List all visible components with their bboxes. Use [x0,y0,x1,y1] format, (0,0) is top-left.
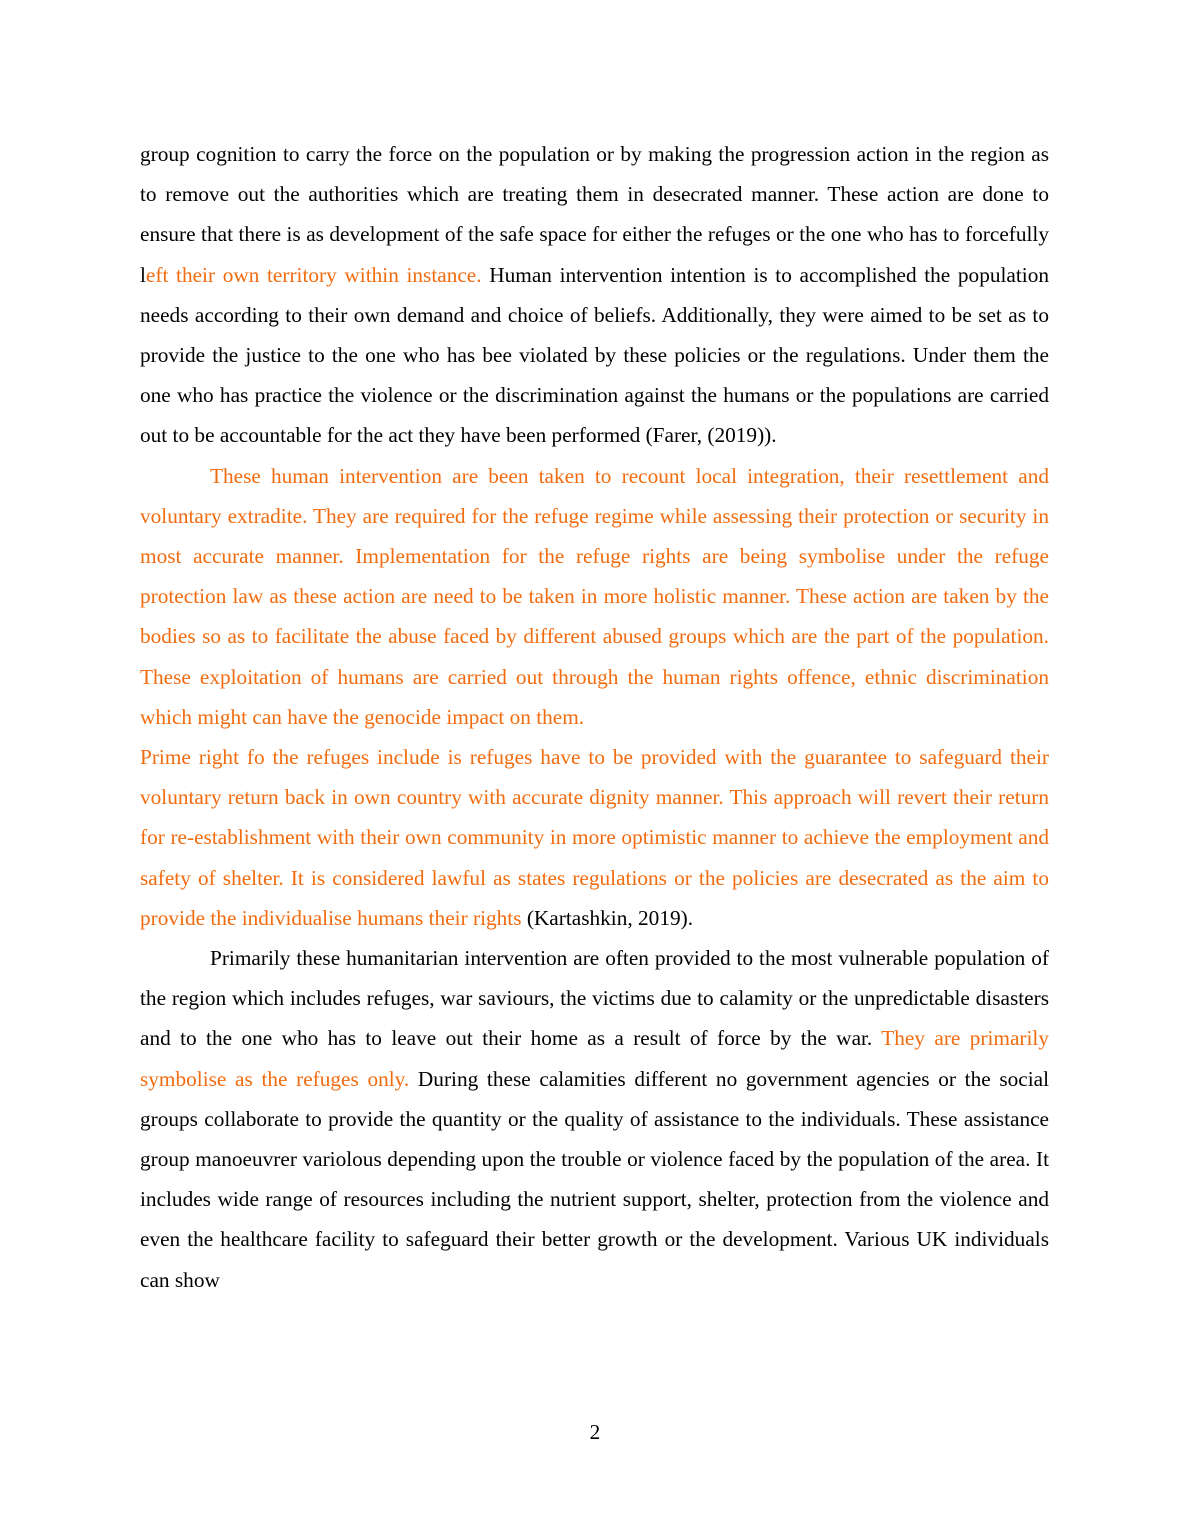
paragraph-2-citation: (Kartashkin, 2019). [521,905,694,930]
paragraph-2-highlight-part1: These human intervention are been taken to recount local integration, their resettlement and voluntary extradite. They are required for the refuge regime while assessing their protection or security in most accurate manner. Implementation for the refuge rights are being symbolise under the refuge protection law as these action are need to be taken in more holistic manner. These action are taken by the bodies so as to facilitate the abuse faced by different abused groups which are the part of the population. These exploitation of humans are carried out through the human rights offence, ethnic discrimination which might can have the genocide impact on them. [140,463,1049,729]
paragraph-3-text-end: During these calamities different no government agencies or the social groups collaborate to provide the quantity or the quality of assistance to the individuals. These assistance group manoeuvrer variolous depending upon the trouble or violence faced by the population of the area. It includes wide range of resources including the nutrient support, shelter, protection from the violence and even the healthcare facility to safeguard their better growth or the development. Various UK individuals can show [140,1066,1050,1292]
paragraph-3-highlight: They are primarily symbolise as the refuges only. [140,1026,1049,1091]
paragraph-3 [140,938,1049,1300]
paragraph-1 [140,134,1049,456]
paragraph-1-text-start: group cognition to carry the force on the population or by making the progression action in the region as to remove out the authorities which are treating them in desecrated manner. These action are done to ensure that there is as development of the safe space for either the refuges or the one who has to forcefully l [140,142,1049,287]
paragraph-1-text-end: Human intervention intention is to accomplished the population needs according to their own demand and choice of beliefs. Additionally, they were aimed to be set as to provide the justice to the one who has bee violated by these policies or the regulations. Under them the one who has practice the violence or the discrimination against the humans or the populations are carried out to be accountable for the act they have been performed (Farer, (2019)). [140,262,1049,448]
paragraph-1-highlight: eft their own territory within instance. [145,262,482,287]
paragraph-2-highlight-part2: Prime right fo the refuges include is refuges have to be provided with the guarantee to safeguard their voluntary return back in own country with accurate dignity manner. This approach will revert their return for re-establishment with their own community in more optimistic manner to achieve the employment and safety of shelter. It is considered lawful as states regulations or the policies are desecrated as the aim to provide the individualise humans their rights [140,745,1049,930]
paragraph-2 [140,456,1049,938]
body-text [140,134,1049,1300]
paragraph-3-text-start: Primarily these humanitarian intervention are often provided to the most vulnerable population of the region which includes refuges, war saviours, the victims due to calamity or the unpredictable disasters and to the one who has to leave out their home as a result of force by the war. [140,946,1049,1051]
page-number: 2 [589,1420,601,1444]
